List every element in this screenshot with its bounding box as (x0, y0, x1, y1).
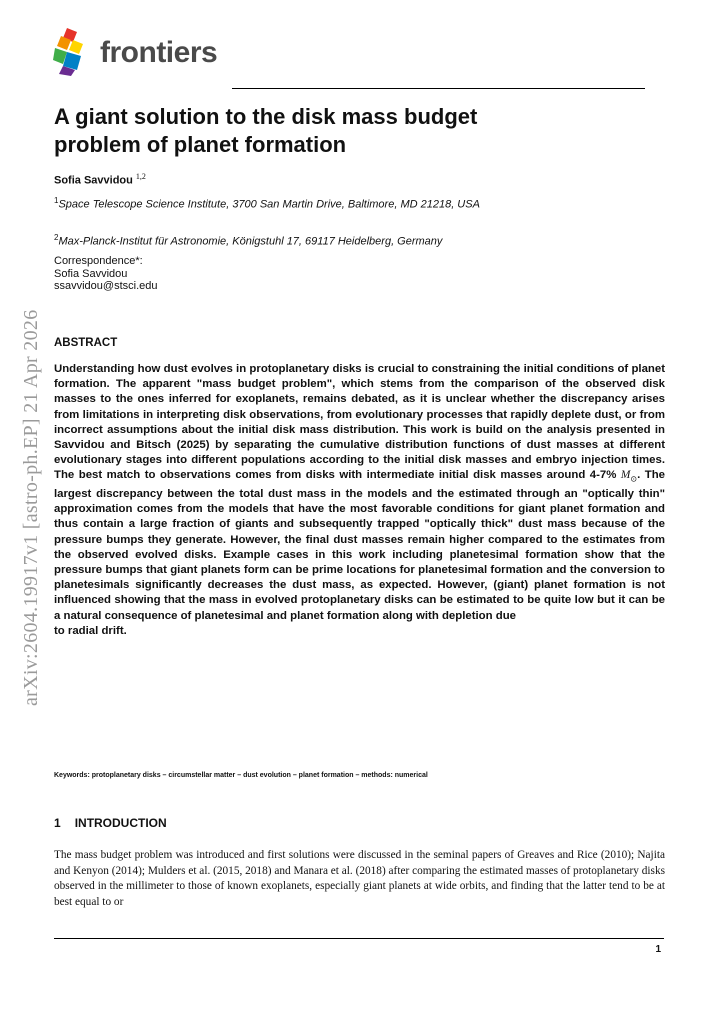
solar-mass-letter: M (620, 469, 631, 482)
solar-mass-subscript: ⊙ (630, 474, 638, 484)
section-number: 1 (54, 816, 61, 830)
frontiers-logo-mark-icon (53, 28, 83, 76)
section-title: INTRODUCTION (74, 816, 167, 830)
correspondence-email[interactable]: ssavvidou@stsci.edu (54, 280, 158, 292)
abstract-part-1: Understanding how dust evolves in protoplanetary disks is crucial to constraining the initial conditions of planet formation. The apparent "mass budget problem", which stems from the comparison of the observed disk masses to the ones inferred for exoplanets, remains debated, as it is unclear whether the discrepancy arises from limitations in interpreting disk observations, from evolutionary processes that rapidly deplete dust, or from incorrect assumptions about the initial disk mass distribution. This work is build on the analysis presented in Savvidou and Bitsch (2025) by separating the cumulative distribution functions of dust masses at different evolutionary stages into different populations according to the initial disk masses and embryo injection times. The best match to observations comes from disks with intermediate initial disk masses around 4-7% (54, 363, 665, 482)
correspondence (54, 255, 158, 293)
affiliation-2-number: 2 (54, 233, 59, 242)
abstract-last-line: to radial drift. (54, 624, 127, 637)
affiliation-2-text: Max-Planck-Institut für Astronomie, Königstuhl 17, 69117 Heidelberg, Germany (58, 235, 443, 248)
introduction-paragraph: The mass budget problem was introduced and first solutions were discussed in the seminal papers of Greaves and Rice (2010); Najita and Kenyon (2014); Mulders et al. (2015, 2018) and Manara et al. (2018) after comparing the estimated masses of protoplanetary disks observed in the millimeter to those of known exoplanets, especially giant planets at wide orbits, and finding that the latter tend to be at best equal to or (54, 849, 665, 908)
author-name: Sofia Savvidou (54, 174, 133, 187)
footer-rule (54, 938, 664, 939)
author (54, 172, 146, 187)
affiliation-1-number: 1 (54, 196, 59, 205)
abstract-part-2: . The largest discrepancy between the total dust mass in the models and the estimated through an "optically thin" approximation comes from the models that have the most favorable conditions for giant planet formation and thus contain a large fraction of giants and subsequently trapped "optically thick" dust mass because of the pressure bumps they generate. However, the final dust masses remain higher compared to the estimates from the observed evolved disks. Example cases in this work including planetesimal formation show that the pressure bumps that giant planets form can be prime locations for planetesimal formation and the conversion to planetesimals significantly decreases the dust mass, as expected. However, (giant) planet formation is not influenced showing that the mass in evolved protoplanetary disks can be estimated to be quite low but it can be a natural consequence of planetesimal and planet formation along with depletion due (54, 469, 665, 622)
correspondence-label: Correspondence*: (54, 255, 143, 267)
title-line-1: A giant solution to the disk mass budget (54, 104, 478, 129)
paper-title (54, 103, 614, 159)
keywords: Keywords: protoplanetary disks – circumstellar matter – dust evolution – planet formation – methods: numerical (54, 772, 428, 779)
section-heading-introduction (54, 816, 167, 830)
arxiv-identifier: arXiv:2604.19917v1 [astro-ph.EP] 21 Apr 2026 (20, 309, 42, 706)
correspondence-name: Sofia Savvidou (54, 267, 128, 280)
page-number: 1 (655, 944, 661, 955)
header-rule (232, 88, 645, 89)
abstract-heading: ABSTRACT (54, 337, 118, 349)
solar-mass-symbol (620, 469, 638, 484)
affiliation-1-text: Space Telescope Science Institute, 3700 San Martin Drive, Baltimore, MD 21218, USA (58, 198, 480, 211)
affiliation-2 (54, 231, 614, 249)
title-line-2: problem of planet formation (54, 132, 347, 157)
abstract-text (54, 362, 665, 639)
author-affil-marks: 1,2 (135, 172, 146, 181)
affiliation-1 (54, 194, 614, 212)
frontiers-wordmark: frontiers (100, 36, 218, 69)
